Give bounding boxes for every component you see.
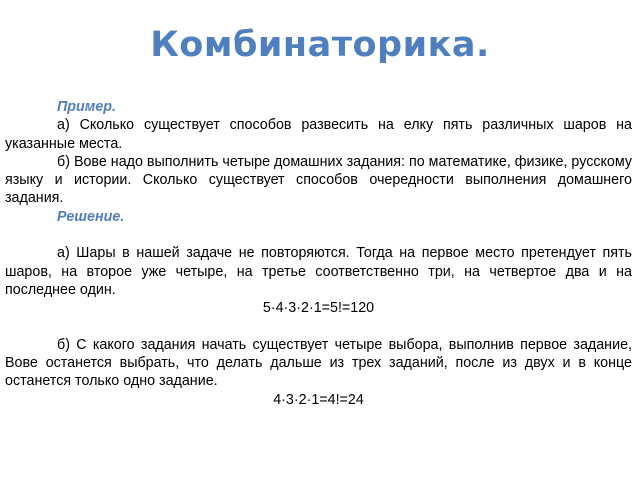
formula-b: 4·3·2·1=4!=24 bbox=[273, 391, 364, 408]
solution-a: а) Шары в нашей задаче не повторяются. Тогда на первое место претендует пять шаров, на второе уже четыре, на третье соответственно три, на четвертое два и на последнее один. bbox=[5, 245, 632, 298]
slide-content bbox=[5, 98, 632, 409]
formula-a: 5·4·3·2·1=5!=120 bbox=[262, 300, 375, 317]
problem-a: а) Сколько существует способов развесить на елку пять различных шаров на указанные места. bbox=[5, 117, 632, 152]
spacer bbox=[5, 226, 632, 244]
slide-title: Комбинаторика. bbox=[150, 25, 490, 65]
example-heading bbox=[5, 98, 632, 116]
solution-label: Решение. bbox=[57, 208, 125, 225]
problem-b: б) Вове надо выполнить четыре домашних задания: по математике, физике, русскому языку и истории. Сколько существует способов очередности выполнения домашнего задания. bbox=[5, 153, 632, 207]
solution-b: б) С какого задания начать существует четыре выбора, выполнив первое задание, Вове останется выбрать, что делать дальше из трех заданий, после из двух и в конце останется только одно задание. bbox=[5, 336, 632, 390]
spacer bbox=[5, 318, 632, 336]
example-label: Пример. bbox=[57, 99, 116, 115]
solution-heading bbox=[5, 208, 632, 226]
